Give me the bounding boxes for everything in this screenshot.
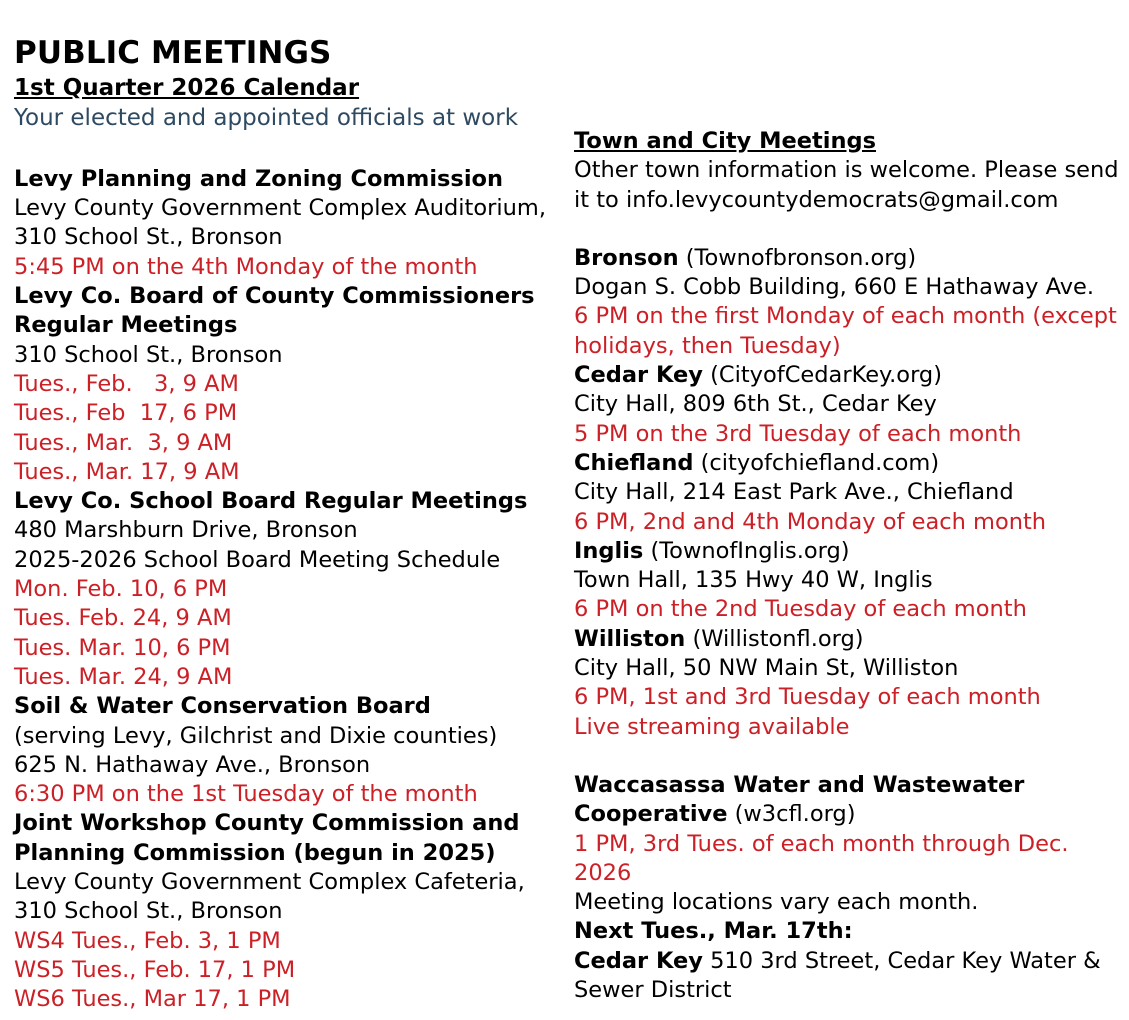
town-chiefland: [574, 449, 1122, 537]
town-website: (CityofCedarKey.org): [710, 362, 942, 389]
page-title: PUBLIC MEETINGS: [14, 35, 332, 71]
town-bronson: [574, 244, 1122, 361]
town-williston: [574, 625, 1122, 742]
town-address: City Hall, 214 East Park Ave., Chiefland: [574, 479, 1014, 506]
intro-line: Other town information is welcome. Please send: [574, 157, 1119, 184]
town-meeting-time: 6 PM on the 2nd Tuesday of each month: [574, 596, 1027, 623]
town-website: (Townofbronson.org): [685, 244, 917, 271]
intro-line: it to info.levycountydemocrats@gmail.com: [574, 186, 1059, 213]
cooperative-waccasassa-water-and-wastewater: [574, 771, 1122, 1005]
cooperative-location-note: Meeting locations vary each month.: [574, 889, 979, 916]
town-website: (cityofchiefland.com): [700, 449, 940, 476]
town-heading: [574, 625, 1122, 654]
page-subtitle: 1st Quarter 2026 Calendar: [14, 75, 360, 101]
town-website: (TownofInglis.org): [650, 537, 850, 564]
town-name: Chiefland: [574, 449, 694, 476]
section-line: 310 School St., Bronson: [14, 341, 283, 368]
section-levy-co-school-board-regular-meetings: [14, 487, 562, 692]
meeting-date: WS6 Tues., Mar 17, 1 PM: [14, 986, 291, 1013]
cooperative-website: (w3cfl.org): [734, 801, 856, 828]
cooperative-next-meeting-location: [574, 947, 1122, 976]
next-meeting-town: Cedar Key: [574, 947, 703, 974]
section-line: (serving Levy, Gilchrist and Dixie counties): [14, 722, 498, 749]
town-address: Dogan S. Cobb Building, 660 E Hathaway Ave.: [574, 274, 1095, 301]
section-heading: Levy Co. School Board Regular Meetings: [14, 488, 528, 515]
meeting-date: Tues. Mar. 10, 6 PM: [14, 634, 231, 661]
next-meeting-address: 510 3rd Street, Cedar Key Water &: [702, 947, 1101, 974]
town-address: Town Hall, 135 Hwy 40 W, Inglis: [574, 567, 933, 594]
meeting-date: Tues. Mar. 24, 9 AM: [14, 663, 233, 690]
section-line: 2025-2026 School Board Meeting Schedule: [14, 546, 501, 573]
cooperative-heading-cont: [574, 800, 1122, 829]
town-heading: [574, 449, 1122, 478]
meeting-time: 6:30 PM on the 1st Tuesday of the month: [14, 781, 478, 808]
cooperative-next-meeting-label: Next Tues., Mar. 17th:: [574, 918, 853, 945]
meeting-date: Tues., Mar. 3, 9 AM: [14, 429, 233, 456]
section-line: 625 N. Hathaway Ave., Bronson: [14, 751, 371, 778]
section-line: Levy County Government Complex Cafeteria,: [14, 869, 525, 895]
town-and-city-meetings-heading: Town and City Meetings: [574, 128, 876, 154]
section-line: 310 School St., Bronson: [14, 898, 283, 925]
section-heading: Soil & Water Conservation Board: [14, 693, 431, 720]
town-cedar-key: [574, 361, 1122, 449]
cooperative-name: Cooperative: [574, 801, 728, 828]
town-meeting-time: 6 PM on the first Monday of each month (except: [574, 303, 1117, 330]
town-meeting-time: 6 PM, 2nd and 4th Monday of each month: [574, 508, 1047, 535]
meeting-date: Tues., Feb. 3, 9 AM: [14, 370, 239, 397]
town-heading: [574, 361, 1122, 390]
town-name: Bronson: [574, 244, 679, 271]
town-live-streaming-note: Live streaming available: [574, 713, 850, 740]
town-name: Inglis: [574, 537, 644, 564]
cooperative-heading: Waccasassa Water and Wastewater: [574, 771, 1025, 798]
section-line: 310 School St., Bronson: [14, 224, 283, 251]
town-name: Cedar Key: [574, 362, 703, 389]
cooperative-next-meeting-address-cont: Sewer District: [574, 977, 732, 1004]
town-heading: [574, 244, 1122, 273]
town-heading: [574, 537, 1122, 566]
section-levy-co-board-of-county-commissioners: [14, 282, 562, 487]
section-line: 480 Marshburn Drive, Bronson: [14, 517, 358, 544]
section-line: Levy County Government Complex Auditorium,: [14, 195, 546, 222]
town-name: Williston: [574, 625, 686, 652]
section-heading-cont: Planning Commission (begun in 2025): [14, 839, 496, 866]
left-column: [14, 0, 562, 1014]
meeting-date: Tues., Feb 17, 6 PM: [14, 400, 238, 427]
meeting-date: Tues., Mar. 17, 9 AM: [14, 458, 240, 485]
header-spacer: [14, 134, 562, 165]
meeting-date: WS5 Tues., Feb. 17, 1 PM: [14, 956, 296, 983]
cooperative-meeting-time: 1 PM, 3rd Tues. of each month through Dec.: [574, 830, 1069, 857]
right-column-top-spacer: [574, 0, 1122, 127]
section-levy-planning-and-zoning-commission: [14, 165, 562, 282]
town-inglis: [574, 537, 1122, 625]
section-heading: Joint Workshop County Commission and: [14, 810, 520, 837]
right-column: [574, 0, 1122, 1005]
section-heading: Levy Co. Board of County Commissioners: [14, 283, 535, 310]
meeting-date: WS4 Tues., Feb. 3, 1 PM: [14, 927, 281, 954]
meeting-date: Mon. Feb. 10, 6 PM: [14, 576, 228, 603]
town-address: City Hall, 50 NW Main St, Williston: [574, 655, 959, 682]
cooperative-meeting-time-cont: 2026: [574, 859, 632, 886]
page-tagline: Your elected and appointed officials at work: [14, 105, 519, 132]
meeting-time: 5:45 PM on the 4th Monday of the month: [14, 253, 478, 280]
intro-spacer: [574, 215, 1122, 244]
section-heading-cont: Regular Meetings: [14, 312, 238, 339]
section-soil-and-water-conservation-board: [14, 692, 562, 809]
town-meeting-time-cont: holidays, then Tuesday): [574, 332, 841, 359]
section-heading: Levy Planning and Zoning Commission: [14, 165, 504, 192]
section-joint-workshop-county-commission-and-planning-commission: [14, 809, 562, 1014]
town-meeting-time: 6 PM, 1st and 3rd Tuesday of each month: [574, 684, 1041, 711]
meeting-date: Tues. Feb. 24, 9 AM: [14, 605, 232, 632]
cooperative-spacer: [574, 742, 1122, 771]
town-address: City Hall, 809 6th St., Cedar Key: [574, 391, 937, 418]
town-website: (Willistonfl.org): [692, 625, 864, 652]
town-meeting-time: 5 PM on the 3rd Tuesday of each month: [574, 420, 1022, 447]
